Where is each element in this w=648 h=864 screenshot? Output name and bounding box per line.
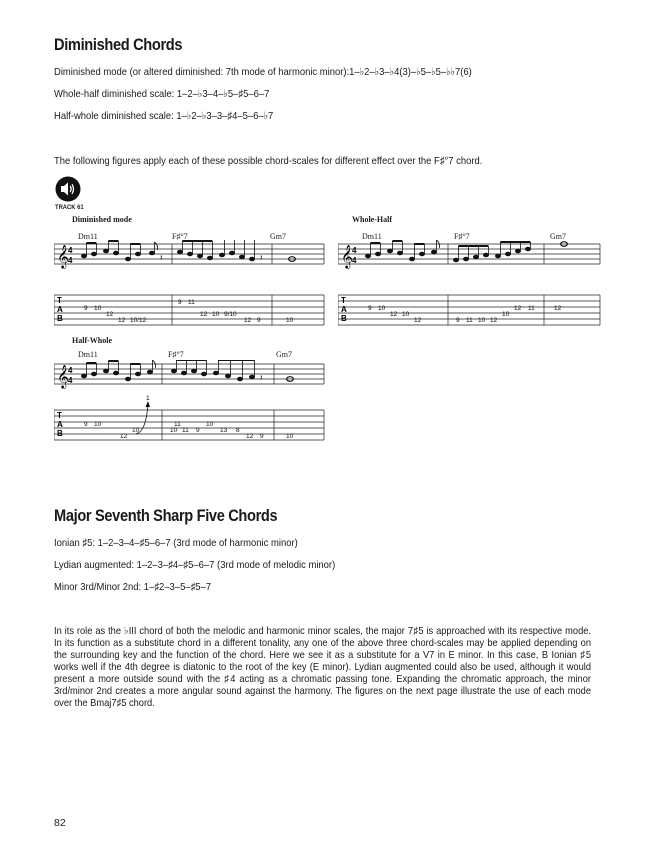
treble-clef-icon: 𝄞: [341, 246, 353, 268]
svg-text:11: 11: [182, 427, 189, 434]
svg-text:𝄽: 𝄽: [160, 253, 163, 262]
svg-text:9: 9: [84, 421, 88, 428]
chord-symbol: Dm11: [78, 232, 98, 241]
scale-line-lydian-augmented: Lydian augmented: 1–2–3–♯4–♯5–6–7 (3rd mode of melodic minor): [54, 559, 336, 571]
notation-system-half-whole: [54, 360, 326, 446]
svg-text:8: 8: [236, 427, 240, 434]
svg-text:A: A: [57, 305, 63, 314]
svg-text:13: 13: [220, 427, 228, 434]
svg-text:10: 10: [478, 317, 486, 324]
svg-text:9: 9: [260, 433, 264, 440]
svg-text:9: 9: [196, 427, 200, 434]
svg-text:10: 10: [212, 311, 220, 318]
svg-text:𝄽: 𝄽: [260, 253, 263, 262]
svg-text:B: B: [57, 429, 63, 438]
chord-symbol: F♯°7: [172, 232, 188, 241]
track-label: TRACK 61: [55, 204, 84, 211]
svg-text:10: 10: [286, 317, 294, 324]
example-title: Whole-Half: [352, 215, 392, 224]
notation-system-diminished-mode: [54, 240, 326, 332]
svg-text:12: 12: [200, 311, 208, 318]
time-signature: 4: [68, 376, 73, 385]
svg-text:11: 11: [174, 421, 181, 428]
svg-text:10: 10: [132, 427, 140, 434]
chord-symbol: Gm7: [276, 350, 292, 359]
chord-symbol: Gm7: [550, 232, 566, 241]
svg-text:10: 10: [206, 421, 214, 428]
scale-line-half-whole: Half-whole diminished scale: 1–♭2–♭3–3–♯4–5–6–♭7: [54, 110, 274, 122]
svg-text:10: 10: [378, 305, 386, 312]
example-title: Diminished mode: [72, 215, 132, 224]
svg-text:9: 9: [456, 317, 460, 324]
svg-text:A: A: [341, 305, 347, 314]
time-signature: 4: [352, 256, 357, 265]
svg-text:𝄽: 𝄽: [260, 373, 263, 382]
section-heading-diminished: Diminished Chords: [54, 35, 183, 54]
svg-text:9: 9: [178, 299, 182, 306]
svg-text:10: 10: [402, 311, 410, 318]
svg-text:9: 9: [84, 305, 88, 312]
svg-text:B: B: [341, 314, 347, 323]
svg-text:12: 12: [244, 317, 252, 324]
svg-text:T: T: [57, 296, 62, 305]
svg-text:11: 11: [466, 317, 473, 324]
svg-text:A: A: [57, 420, 63, 429]
svg-text:9: 9: [368, 305, 372, 312]
svg-text:9: 9: [257, 317, 261, 324]
svg-text:12: 12: [514, 305, 522, 312]
svg-text:12: 12: [120, 433, 128, 440]
treble-clef-icon: 𝄞: [57, 246, 69, 268]
treble-clef-icon: 𝄞: [57, 366, 69, 388]
svg-text:12: 12: [414, 317, 422, 324]
svg-text:10: 10: [94, 305, 102, 312]
time-signature: 4: [352, 246, 357, 255]
scale-line-ionian-sharp5: Ionian ♯5: 1–2–3–4–♯5–6–7 (3rd mode of harmonic minor): [54, 537, 298, 549]
svg-text:10: 10: [94, 421, 102, 428]
paragraph-text: In its role as the ♭III chord of both the melodic and harmonic minor scales, the major 7♯5 is approached with its respective mode. In its function as a substitute chord in a different tonality, any one of the above three chord-scales may be applied depending on the surrounding key and the function of the chord. Here we see it as a substitute for a V7 in E minor. In this case, B Ionian ♯5 works well if the 4th degree is diatonic to the root of the key (E minor). Lydian augmented could also be used, although it would present a more outside sound with the ♯4 acting as a chromatic passing tone. Expanding the chromatic approach, the minor 3rd/minor 2nd creates a more angular sound against the harmony. The figures on the next page illustrate the use of each mode over the Bmaj7♯5 chord.: [54, 626, 591, 709]
svg-text:T: T: [341, 296, 346, 305]
chord-symbol: F♯°7: [168, 350, 184, 359]
speaker-icon[interactable]: [55, 176, 81, 202]
svg-text:12: 12: [490, 317, 498, 324]
svg-text:12: 12: [118, 317, 126, 324]
chord-symbol: Dm11: [78, 350, 98, 359]
section-heading-major-seventh-sharp-five: Major Seventh Sharp Five Chords: [54, 506, 278, 525]
chord-symbol: Dm11: [362, 232, 382, 241]
svg-text:10: 10: [502, 311, 510, 318]
scale-line-whole-half: Whole-half diminished scale: 1–2–♭3–4–♭5–♯5–6–7: [54, 88, 270, 100]
svg-text:10: 10: [286, 433, 294, 440]
time-signature: 4: [68, 256, 73, 265]
scale-line-minor3rd-minor2nd: Minor 3rd/Minor 2nd: 1–♯2–3–5–♯5–7: [54, 581, 212, 593]
svg-text:1: 1: [146, 395, 150, 402]
svg-text:B: B: [57, 314, 63, 323]
notation-system-whole-half: [338, 240, 602, 332]
scale-line-diminished-mode: Diminished mode (or altered diminished: 7th mode of harmonic minor):1–♭2–♭3–♭4(3)–♭5–♭5–♭♭7(6): [54, 66, 472, 78]
svg-text:12: 12: [554, 305, 562, 312]
svg-text:9/10: 9/10: [224, 311, 237, 318]
svg-text:11: 11: [528, 305, 535, 312]
svg-text:10/12: 10/12: [130, 317, 147, 324]
body-paragraph: [54, 626, 591, 710]
time-signature: 4: [68, 246, 73, 255]
svg-text:12: 12: [246, 433, 254, 440]
svg-text:12: 12: [106, 311, 114, 318]
svg-text:12: 12: [390, 311, 398, 318]
svg-text:11: 11: [188, 299, 195, 306]
chord-symbol: Gm7: [270, 232, 286, 241]
chord-symbol: F♯°7: [454, 232, 470, 241]
time-signature: 4: [68, 366, 73, 375]
example-title: Half-Whole: [72, 336, 112, 345]
svg-text:10: 10: [170, 427, 178, 434]
svg-text:T: T: [57, 411, 62, 420]
intro-text: The following figures apply each of these possible chord-scales for different effect over the F♯°7 chord.: [54, 155, 483, 167]
page-number: 82: [54, 817, 66, 829]
